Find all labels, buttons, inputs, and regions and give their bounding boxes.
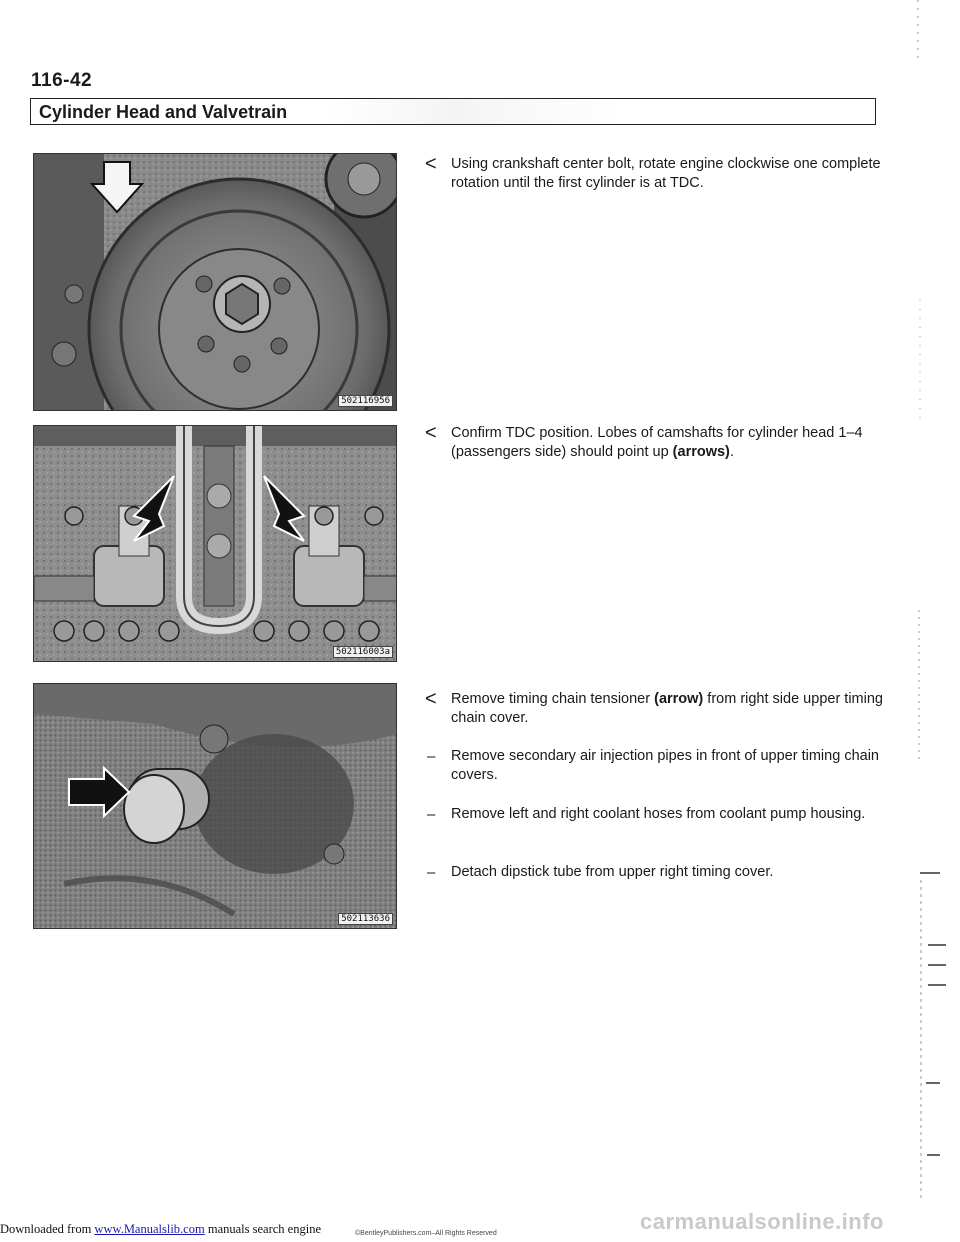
camshaft-lobes-photo [34, 426, 397, 662]
footer-download-prefix: Downloaded from [0, 1222, 95, 1236]
pointer-left-icon: < [425, 422, 437, 444]
crankshaft-pulley-photo [34, 154, 397, 411]
figure-timing-chain-tensioner [33, 683, 397, 929]
step-text-part: from right side upper timing chain cover. [451, 691, 883, 726]
footer-watermark: carmanualsonline.info [640, 1209, 884, 1234]
step-text: Detach dipstick tube from upper right timing cover. [451, 864, 774, 880]
footer-download [0, 1222, 321, 1237]
step-text-bold: (arrows) [672, 444, 730, 460]
footer-download-suffix: manuals search engine [204, 1222, 321, 1236]
step-text: Using crankshaft center bolt, rotate engine clockwise one complete rotation until the first cylinder is at TDC. [451, 156, 881, 191]
step-remove-air-pipes [425, 747, 885, 785]
figure-crankshaft-pulley [33, 153, 397, 411]
section-title: Cylinder Head and Valvetrain [39, 102, 288, 122]
manualslib-link[interactable]: www.Manualslib.com [94, 1222, 205, 1236]
pointer-left-icon: < [425, 153, 437, 175]
step-confirm-tdc [425, 424, 885, 462]
step-detach-dipstick [425, 863, 885, 882]
section-header [30, 98, 876, 125]
page-number: 116-42 [31, 70, 93, 91]
figure-id: 502116956 [338, 395, 393, 407]
figure-id: 502113636 [338, 913, 393, 925]
margin-scan-lines [900, 0, 960, 1242]
step-rotate-engine [425, 155, 885, 193]
step-remove-coolant-hoses [425, 805, 885, 824]
footer-copyright: ©BentleyPublishers.com–All Rights Reserved [355, 1230, 497, 1237]
step-text: Remove left and right coolant hoses from coolant pump housing. [451, 806, 866, 822]
step-text [451, 424, 885, 462]
pointer-left-icon: < [425, 688, 437, 710]
dash-bullet-icon: – [427, 748, 436, 765]
figure-camshaft-lobes [33, 425, 397, 662]
timing-chain-tensioner-photo [34, 684, 397, 929]
step-text-bold: (arrow) [654, 691, 704, 707]
step-text [451, 690, 885, 728]
dash-bullet-icon: – [427, 864, 436, 881]
step-text-part: Confirm TDC position. Lobes of camshafts for cylinder head 1–4 (passengers side) should point up [451, 425, 863, 460]
step-text-part: . [729, 444, 734, 460]
step-text: Remove secondary air injection pipes in front of upper timing chain covers. [451, 748, 879, 783]
step-text-part: Remove timing chain tensioner [451, 691, 655, 707]
step-remove-tensioner [425, 690, 885, 728]
dash-bullet-icon: – [427, 806, 436, 823]
figure-id: 502116003a [333, 646, 393, 658]
